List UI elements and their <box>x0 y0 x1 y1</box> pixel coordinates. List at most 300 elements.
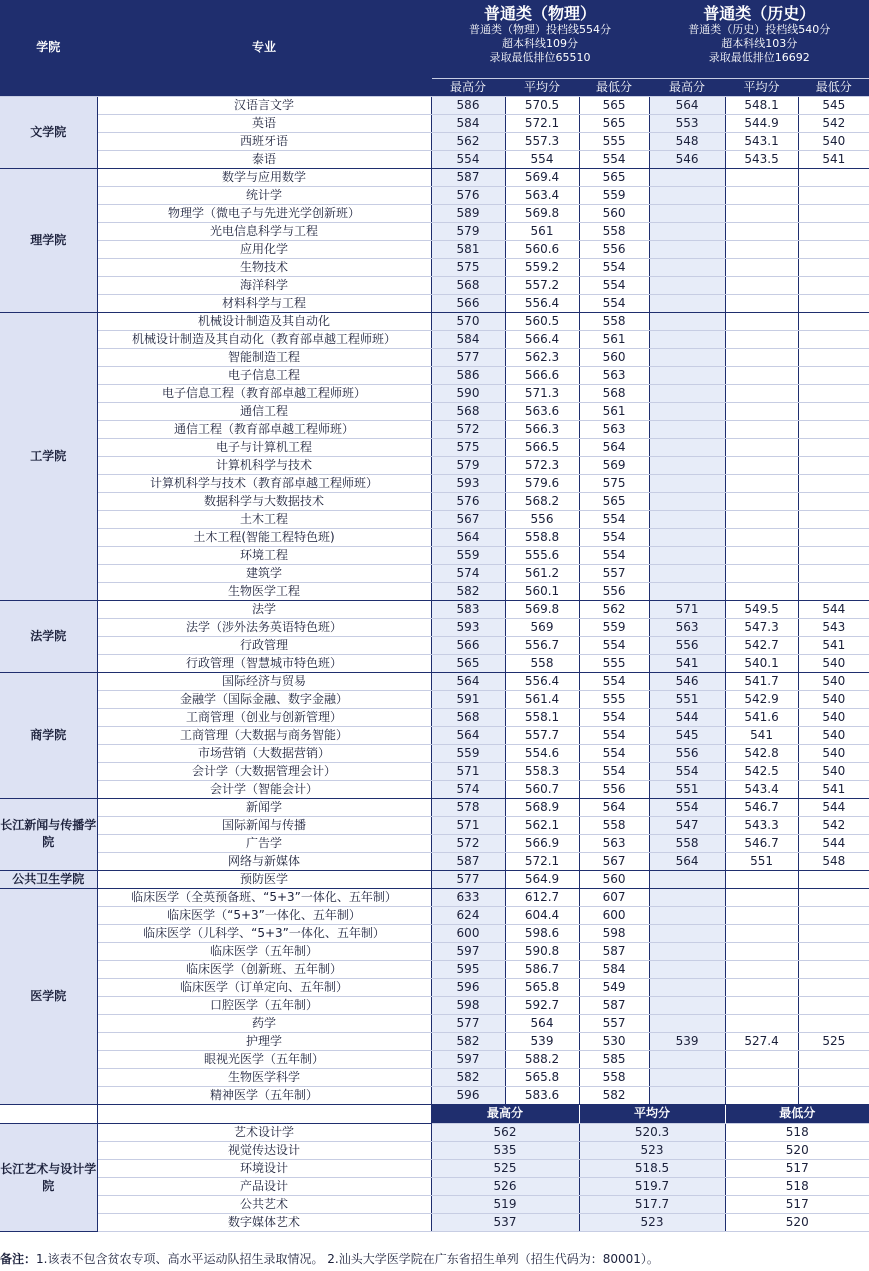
major-cell: 产品设计 <box>97 1178 431 1196</box>
table-row <box>0 870 869 888</box>
physics-max-cell: 574 <box>431 564 505 582</box>
art-max-cell: 535 <box>431 1142 579 1160</box>
history-avg-cell <box>725 294 798 312</box>
history-min-cell: 540 <box>798 708 869 726</box>
physics-max-cell: 598 <box>431 996 505 1014</box>
history-min-cell <box>798 1068 869 1086</box>
history-min-cell: 545 <box>798 96 869 114</box>
history-min-cell <box>798 204 869 222</box>
history-avg-cell: 543.5 <box>725 150 798 168</box>
table-row <box>0 762 869 780</box>
physics-max-cell: 562 <box>431 132 505 150</box>
history-avg-cell <box>725 474 798 492</box>
history-min-cell <box>798 1014 869 1032</box>
history-avg-cell <box>725 546 798 564</box>
table-row <box>0 582 869 600</box>
art-max-cell: 526 <box>431 1178 579 1196</box>
history-max-cell: 544 <box>649 708 725 726</box>
history-avg-cell <box>725 240 798 258</box>
physics-min-cell: 554 <box>579 762 649 780</box>
physics-min-cell: 585 <box>579 1050 649 1068</box>
table-row <box>0 834 869 852</box>
physics-min-cell: 561 <box>579 330 649 348</box>
table-row <box>0 492 869 510</box>
art-avg-cell: 519.7 <box>579 1178 725 1196</box>
college-cell: 医学院 <box>0 888 97 1104</box>
major-cell: 汉语言文学 <box>97 96 431 114</box>
table-row <box>0 510 869 528</box>
table-row <box>0 672 869 690</box>
history-min-cell <box>798 168 869 186</box>
history-max-cell <box>649 384 725 402</box>
history-max-cell: 546 <box>649 672 725 690</box>
college-cell: 法学院 <box>0 600 97 672</box>
history-max-cell <box>649 960 725 978</box>
history-header <box>649 0 869 78</box>
history-max-cell <box>649 888 725 906</box>
art-min-cell: 518 <box>725 1124 869 1142</box>
history-avg-cell: 527.4 <box>725 1032 798 1050</box>
history-max-cell: 551 <box>649 780 725 798</box>
history-avg-cell: 549.5 <box>725 600 798 618</box>
major-cell: 物理学（微电子与先进光学创新班） <box>97 204 431 222</box>
art-avg-cell: 523 <box>579 1142 725 1160</box>
history-min-cell: 540 <box>798 132 869 150</box>
major-cell: 临床医学（“5+3”一体化、五年制） <box>97 906 431 924</box>
physics-avg-header: 平均分 <box>505 78 579 96</box>
physics-avg-cell: 566.9 <box>505 834 579 852</box>
physics-avg-cell: 560.6 <box>505 240 579 258</box>
physics-max-cell: 596 <box>431 978 505 996</box>
physics-max-cell: 593 <box>431 618 505 636</box>
history-max-cell <box>649 978 725 996</box>
major-cell: 国际经济与贸易 <box>97 672 431 690</box>
physics-min-cell: 598 <box>579 924 649 942</box>
physics-max-cell: 571 <box>431 816 505 834</box>
physics-min-cell: 563 <box>579 834 649 852</box>
table-row <box>0 420 869 438</box>
physics-min-cell: 554 <box>579 708 649 726</box>
history-min-cell: 541 <box>798 636 869 654</box>
table-row <box>0 204 869 222</box>
physics-max-cell: 576 <box>431 186 505 204</box>
major-cell: 护理学 <box>97 1032 431 1050</box>
history-avg-cell <box>725 384 798 402</box>
history-avg-cell <box>725 942 798 960</box>
physics-avg-cell: 590.8 <box>505 942 579 960</box>
physics-max-cell: 595 <box>431 960 505 978</box>
physics-header <box>431 0 649 78</box>
college-cell: 理学院 <box>0 168 97 312</box>
history-max-cell <box>649 546 725 564</box>
physics-min-cell: 565 <box>579 492 649 510</box>
history-max-cell <box>649 870 725 888</box>
major-cell: 法学 <box>97 600 431 618</box>
physics-min-cell: 554 <box>579 726 649 744</box>
history-avg-cell <box>725 438 798 456</box>
physics-min-cell: 562 <box>579 600 649 618</box>
history-min-cell <box>798 420 869 438</box>
major-cell: 口腔医学（五年制） <box>97 996 431 1014</box>
art-max-header: 最高分 <box>431 1105 579 1124</box>
history-min-cell: 540 <box>798 690 869 708</box>
history-max-cell <box>649 366 725 384</box>
footnote-text: 1.该表不包含贫农专项、高水平运动队招生录取情况。 2.汕头大学医学院在广东省招生单列（招生代码为：80001）。 <box>36 1252 659 1266</box>
physics-min-cell: 558 <box>579 816 649 834</box>
history-avg-cell <box>725 978 798 996</box>
history-min-cell <box>798 906 869 924</box>
history-avg-cell <box>725 276 798 294</box>
history-max-cell <box>649 924 725 942</box>
history-max-cell <box>649 204 725 222</box>
history-avg-cell <box>725 564 798 582</box>
physics-max-cell: 570 <box>431 312 505 330</box>
major-cell: 材料科学与工程 <box>97 294 431 312</box>
physics-avg-cell: 557.7 <box>505 726 579 744</box>
score-table-body <box>0 96 869 1104</box>
physics-max-cell: 597 <box>431 942 505 960</box>
history-min-cell <box>798 402 869 420</box>
table-row <box>0 312 869 330</box>
major-cell: 通信工程 <box>97 402 431 420</box>
table-row <box>0 960 869 978</box>
physics-max-cell: 577 <box>431 1014 505 1032</box>
history-avg-header: 平均分 <box>725 78 798 96</box>
table-row <box>0 528 869 546</box>
major-cell: 行政管理 <box>97 636 431 654</box>
table-row <box>0 618 869 636</box>
history-max-cell <box>649 312 725 330</box>
physics-avg-cell: 566.3 <box>505 420 579 438</box>
history-avg-cell <box>725 960 798 978</box>
table-row <box>0 330 869 348</box>
physics-min-cell: 557 <box>579 1014 649 1032</box>
history-min-cell <box>798 978 869 996</box>
history-min-cell <box>798 528 869 546</box>
physics-min-cell: 554 <box>579 510 649 528</box>
history-avg-cell: 543.3 <box>725 816 798 834</box>
major-cell: 智能制造工程 <box>97 348 431 366</box>
physics-max-cell: 600 <box>431 924 505 942</box>
history-min-cell <box>798 330 869 348</box>
history-max-cell <box>649 492 725 510</box>
history-avg-cell <box>725 402 798 420</box>
table-row <box>0 996 869 1014</box>
history-avg-cell <box>725 420 798 438</box>
history-avg-cell <box>725 168 798 186</box>
history-avg-cell: 548.1 <box>725 96 798 114</box>
major-cell: 临床医学（创新班、五年制） <box>97 960 431 978</box>
physics-max-cell: 582 <box>431 582 505 600</box>
physics-max-cell: 586 <box>431 366 505 384</box>
history-avg-cell: 543.1 <box>725 132 798 150</box>
physics-min-cell: 564 <box>579 438 649 456</box>
history-max-cell: 554 <box>649 798 725 816</box>
physics-min-cell: 530 <box>579 1032 649 1050</box>
history-max-cell <box>649 942 725 960</box>
history-min-cell: 543 <box>798 618 869 636</box>
physics-min-cell: 554 <box>579 294 649 312</box>
table-row <box>0 456 869 474</box>
physics-min-cell: 565 <box>579 96 649 114</box>
major-cell: 临床医学（全英预备班、“5+3”一体化、五年制） <box>97 888 431 906</box>
history-avg-cell <box>725 528 798 546</box>
history-avg-cell: 540.1 <box>725 654 798 672</box>
physics-min-cell: 569 <box>579 456 649 474</box>
physics-max-cell: 559 <box>431 546 505 564</box>
history-max-cell <box>649 582 725 600</box>
college-header: 学院 <box>0 0 97 96</box>
history-avg-cell <box>725 312 798 330</box>
major-cell: 临床医学（五年制） <box>97 942 431 960</box>
physics-max-cell: 633 <box>431 888 505 906</box>
history-max-cell <box>649 438 725 456</box>
history-avg-cell <box>725 222 798 240</box>
major-cell: 广告学 <box>97 834 431 852</box>
history-max-cell <box>649 276 725 294</box>
history-max-cell: 545 <box>649 726 725 744</box>
physics-max-cell: 575 <box>431 258 505 276</box>
history-min-cell <box>798 294 869 312</box>
physics-max-header: 最高分 <box>431 78 505 96</box>
art-avg-cell: 520.3 <box>579 1124 725 1142</box>
physics-avg-cell: 583.6 <box>505 1086 579 1104</box>
history-max-cell: 551 <box>649 690 725 708</box>
history-min-cell: 544 <box>798 834 869 852</box>
major-cell: 泰语 <box>97 150 431 168</box>
table-row <box>0 1068 869 1086</box>
history-min-cell <box>798 276 869 294</box>
history-title: 普通类（历史） <box>703 4 816 23</box>
physics-min-cell: 558 <box>579 312 649 330</box>
table-row <box>0 1086 869 1104</box>
footnote-label: 备注： <box>0 1252 37 1266</box>
major-cell: 预防医学 <box>97 870 431 888</box>
history-min-cell <box>798 258 869 276</box>
major-cell: 环境工程 <box>97 546 431 564</box>
history-min-cell: 542 <box>798 114 869 132</box>
history-max-cell <box>649 348 725 366</box>
major-cell: 通信工程（教育部卓越工程师班） <box>97 420 431 438</box>
history-min-cell <box>798 942 869 960</box>
major-cell: 光电信息科学与工程 <box>97 222 431 240</box>
history-min-cell <box>798 222 869 240</box>
physics-avg-cell: 564.9 <box>505 870 579 888</box>
history-avg-cell: 541 <box>725 726 798 744</box>
table-row <box>0 114 869 132</box>
physics-avg-cell: 564 <box>505 1014 579 1032</box>
history-avg-cell <box>725 258 798 276</box>
history-min-header: 最低分 <box>798 78 869 96</box>
history-max-cell <box>649 528 725 546</box>
history-min-cell: 540 <box>798 762 869 780</box>
major-cell: 会计学（智能会计） <box>97 780 431 798</box>
physics-avg-cell: 588.2 <box>505 1050 579 1068</box>
physics-min-cell: 563 <box>579 366 649 384</box>
physics-avg-cell: 563.6 <box>505 402 579 420</box>
art-min-header: 最低分 <box>725 1105 869 1124</box>
history-max-cell <box>649 222 725 240</box>
table-row <box>0 780 869 798</box>
major-cell: 电子信息工程 <box>97 366 431 384</box>
physics-min-cell: 555 <box>579 690 649 708</box>
physics-max-cell: 566 <box>431 636 505 654</box>
physics-min-cell: 554 <box>579 276 649 294</box>
college-cell: 公共卫生学院 <box>0 870 97 888</box>
college-cell: 商学院 <box>0 672 97 798</box>
table-row <box>0 726 869 744</box>
major-cell: 临床医学（儿科学、“5+3”一体化、五年制） <box>97 924 431 942</box>
history-avg-cell <box>725 1014 798 1032</box>
major-cell: 工商管理（创业与创新管理） <box>97 708 431 726</box>
physics-max-cell: 566 <box>431 294 505 312</box>
physics-max-cell: 624 <box>431 906 505 924</box>
history-avg-cell: 542.8 <box>725 744 798 762</box>
physics-avg-cell: 558 <box>505 654 579 672</box>
physics-avg-cell: 566.5 <box>505 438 579 456</box>
physics-max-cell: 564 <box>431 528 505 546</box>
physics-max-cell: 576 <box>431 492 505 510</box>
major-cell: 生物医学科学 <box>97 1068 431 1086</box>
history-avg-cell <box>725 582 798 600</box>
table-row <box>0 798 869 816</box>
art-table-body <box>0 1105 869 1232</box>
table-row <box>0 366 869 384</box>
table-row <box>0 384 869 402</box>
history-avg-cell: 542.9 <box>725 690 798 708</box>
physics-max-cell: 596 <box>431 1086 505 1104</box>
physics-max-cell: 584 <box>431 114 505 132</box>
history-max-cell <box>649 1086 725 1104</box>
major-cell: 数据科学与大数据技术 <box>97 492 431 510</box>
history-max-header: 最高分 <box>649 78 725 96</box>
physics-min-cell: 560 <box>579 870 649 888</box>
major-cell: 艺术设计学 <box>97 1124 431 1142</box>
physics-min-cell: 555 <box>579 654 649 672</box>
history-avg-cell <box>725 870 798 888</box>
major-cell: 生物技术 <box>97 258 431 276</box>
table-row <box>0 1032 869 1050</box>
physics-avg-cell: 604.4 <box>505 906 579 924</box>
major-cell: 行政管理（智慧城市特色班） <box>97 654 431 672</box>
major-cell: 金融学（国际金融、数字金融） <box>97 690 431 708</box>
table-row <box>0 924 869 942</box>
history-min-cell: 540 <box>798 744 869 762</box>
major-cell: 土木工程 <box>97 510 431 528</box>
physics-max-cell: 577 <box>431 348 505 366</box>
table-row <box>0 1214 869 1232</box>
physics-title: 普通类（物理） <box>484 4 597 23</box>
history-max-cell <box>649 906 725 924</box>
table-row <box>0 240 869 258</box>
major-cell: 公共艺术 <box>97 1196 431 1214</box>
physics-min-cell: 567 <box>579 852 649 870</box>
physics-min-cell: 584 <box>579 960 649 978</box>
art-score-table <box>0 1105 869 1233</box>
physics-max-cell: 582 <box>431 1068 505 1086</box>
history-avg-cell <box>725 204 798 222</box>
history-min-cell <box>798 564 869 582</box>
physics-min-header: 最低分 <box>579 78 649 96</box>
table-row <box>0 1142 869 1160</box>
history-min-cell <box>798 456 869 474</box>
art-header-blank-major <box>97 1105 431 1124</box>
college-cell: 长江新闻与传播学院 <box>0 798 97 870</box>
physics-max-cell: 567 <box>431 510 505 528</box>
history-max-cell: 558 <box>649 834 725 852</box>
history-min-cell <box>798 996 869 1014</box>
physics-avg-cell: 565.8 <box>505 1068 579 1086</box>
history-avg-cell: 542.5 <box>725 762 798 780</box>
history-avg-cell <box>725 366 798 384</box>
history-min-cell <box>798 924 869 942</box>
history-max-cell <box>649 240 725 258</box>
history-min-cell: 540 <box>798 672 869 690</box>
physics-min-cell: 565 <box>579 114 649 132</box>
art-header-row <box>0 1105 869 1124</box>
history-avg-cell: 541.7 <box>725 672 798 690</box>
physics-max-cell: 591 <box>431 690 505 708</box>
history-avg-cell <box>725 348 798 366</box>
history-avg-cell: 542.7 <box>725 636 798 654</box>
physics-min-cell: 549 <box>579 978 649 996</box>
physics-avg-cell: 555.6 <box>505 546 579 564</box>
physics-avg-cell: 612.7 <box>505 888 579 906</box>
history-max-cell <box>649 564 725 582</box>
history-min-cell <box>798 348 869 366</box>
history-min-cell: 541 <box>798 780 869 798</box>
history-avg-cell: 546.7 <box>725 834 798 852</box>
history-max-cell <box>649 186 725 204</box>
physics-min-cell: 561 <box>579 402 649 420</box>
history-max-cell: 541 <box>649 654 725 672</box>
physics-max-cell: 574 <box>431 780 505 798</box>
table-row <box>0 168 869 186</box>
major-cell: 机械设计制造及其自动化（教育部卓越工程师班） <box>97 330 431 348</box>
physics-max-cell: 565 <box>431 654 505 672</box>
table-row <box>0 1014 869 1032</box>
history-max-cell <box>649 456 725 474</box>
physics-avg-cell: 557.3 <box>505 132 579 150</box>
physics-avg-cell: 569.4 <box>505 168 579 186</box>
physics-avg-cell: 557.2 <box>505 276 579 294</box>
table-row <box>0 1196 869 1214</box>
art-max-cell: 562 <box>431 1124 579 1142</box>
physics-avg-cell: 572.1 <box>505 114 579 132</box>
history-max-cell: 547 <box>649 816 725 834</box>
physics-max-cell: 571 <box>431 762 505 780</box>
table-row <box>0 708 869 726</box>
history-max-cell: 564 <box>649 852 725 870</box>
major-cell: 英语 <box>97 114 431 132</box>
physics-avg-cell: 598.6 <box>505 924 579 942</box>
history-max-cell <box>649 1014 725 1032</box>
physics-avg-cell: 566.6 <box>505 366 579 384</box>
physics-max-cell: 581 <box>431 240 505 258</box>
physics-avg-cell: 568.9 <box>505 798 579 816</box>
physics-max-cell: 564 <box>431 726 505 744</box>
physics-max-cell: 564 <box>431 672 505 690</box>
physics-min-cell: 564 <box>579 798 649 816</box>
physics-avg-cell: 571.3 <box>505 384 579 402</box>
table-row <box>0 1124 869 1142</box>
art-max-cell: 525 <box>431 1160 579 1178</box>
major-cell: 电子信息工程（教育部卓越工程师班） <box>97 384 431 402</box>
art-min-cell: 520 <box>725 1214 869 1232</box>
history-max-cell: 548 <box>649 132 725 150</box>
major-cell: 应用化学 <box>97 240 431 258</box>
physics-min-cell: 554 <box>579 636 649 654</box>
